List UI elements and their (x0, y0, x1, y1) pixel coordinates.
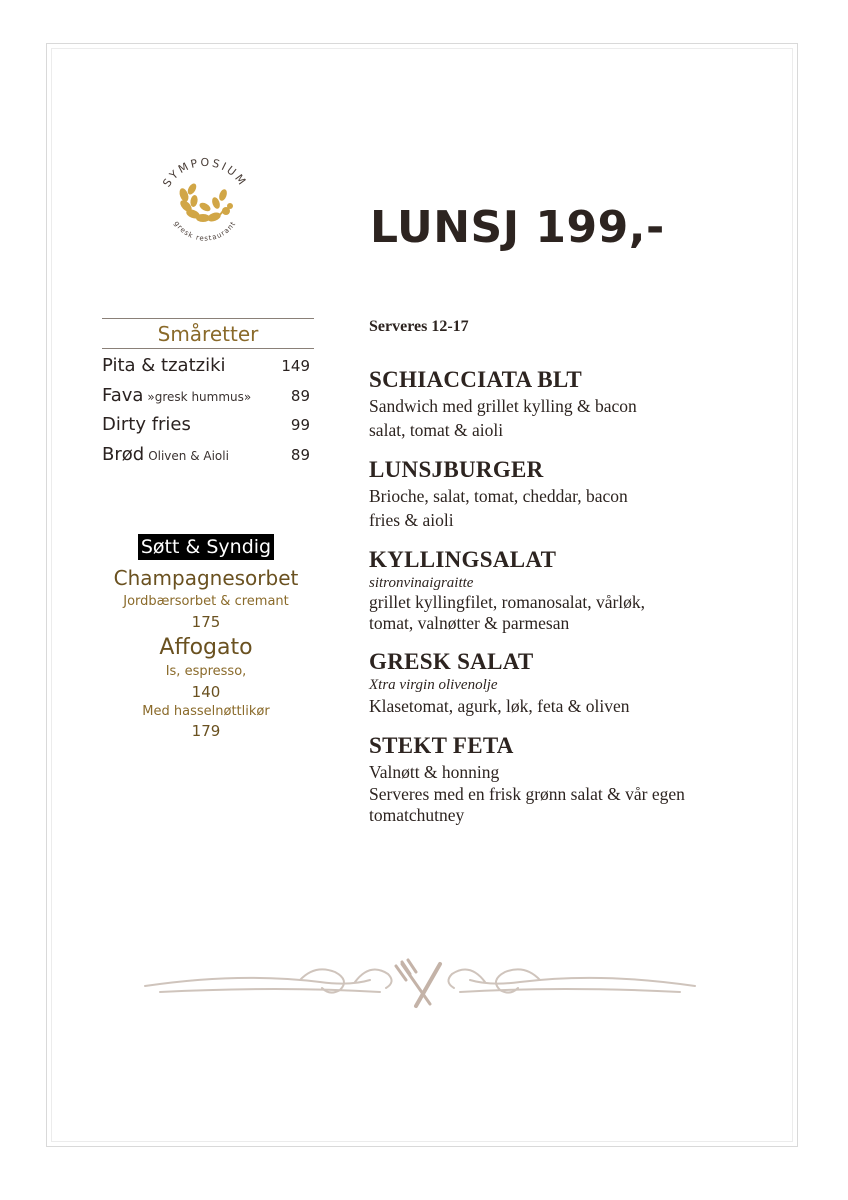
item-price: 99 (290, 416, 310, 434)
dessert-item-price: 179 (191, 722, 221, 740)
dessert-item-name: Champagnesorbet (113, 566, 299, 590)
lunch-section (369, 318, 769, 840)
smaretter-list (102, 355, 314, 473)
dish-description: tomat, valnøtter & parmesan (369, 613, 570, 633)
cutlery-ornament (140, 952, 700, 1018)
dessert-item-price: 175 (191, 613, 221, 631)
dish-name: LUNSJBURGER (369, 457, 544, 482)
page-title: LUNSJ 199,- (370, 202, 665, 253)
item-price: 89 (290, 386, 310, 405)
item-price: 89 (290, 445, 310, 464)
svg-text:SYMPOSIUM (160, 156, 249, 190)
dish-description: Brioche, salat, tomat, cheddar, bacon (369, 486, 628, 506)
dessert-item-price: 140 (191, 683, 221, 701)
dessert-heading: Søtt & Syndig (138, 534, 274, 560)
dish (369, 366, 769, 442)
list-item (102, 414, 314, 444)
dessert-item-desc: Med hasselnøttlikør (142, 704, 270, 719)
smaretter-heading: Småretter (102, 318, 314, 349)
item-sub: »gresk hummus» (147, 389, 252, 404)
dish-description: fries & aioli (369, 510, 454, 530)
dish (369, 732, 769, 826)
list-item (102, 444, 314, 474)
serving-hours: Serveres 12-17 (369, 318, 469, 335)
list-item (102, 385, 314, 415)
dish-description: Serveres med en frisk grønn salat & vår egen (369, 784, 685, 804)
fork-knife-flourish-icon (140, 952, 700, 1018)
dish-subtitle: sitronvinaigraitte (369, 575, 474, 591)
logo-bottom-text: gresk restaurant (172, 219, 238, 243)
restaurant-logo (150, 145, 260, 255)
dish-description: salat, tomat & aioli (369, 420, 504, 440)
dessert-item-name: Affogato (159, 635, 253, 660)
item-name: Fava (102, 384, 144, 406)
dish (369, 648, 769, 718)
logo-top-text: SYMPOSIUM (160, 155, 250, 190)
dish-name: STEKT FETA (369, 733, 514, 758)
dish-description: Sandwich med grillet kylling & bacon (369, 396, 637, 416)
item-sub: Oliven & Aioli (148, 448, 229, 463)
list-item (102, 355, 314, 385)
dessert-item-desc: Is, espresso, (165, 664, 247, 679)
dish (369, 456, 769, 532)
dessert-item-desc: Jordbærsorbet & cremant (123, 594, 289, 609)
dessert-section (102, 534, 310, 740)
dish-name: KYLLINGSALAT (369, 547, 557, 572)
dish-description: grillet kyllingfilet, romanosalat, vårløk, (369, 592, 646, 612)
smaretter-section (102, 318, 314, 473)
dish-name: GRESK SALAT (369, 649, 534, 674)
dish (369, 546, 769, 634)
item-name: Pita & tzatziki (102, 355, 226, 376)
item-price: 149 (281, 357, 310, 375)
dish-subtitle: Xtra virgin olivenolje (369, 677, 498, 693)
item-name: Dirty fries (102, 414, 191, 435)
laurel-wreath-icon (150, 145, 260, 255)
dish-description: Valnøtt & honning (369, 762, 500, 782)
item-name: Brød (102, 443, 145, 465)
dish-name: SCHIACCIATA BLT (369, 367, 583, 392)
svg-text:gresk restaurant (172, 220, 237, 243)
dish-description: tomatchutney (369, 805, 465, 825)
dish-description: Klasetomat, agurk, løk, feta & oliven (369, 696, 630, 716)
